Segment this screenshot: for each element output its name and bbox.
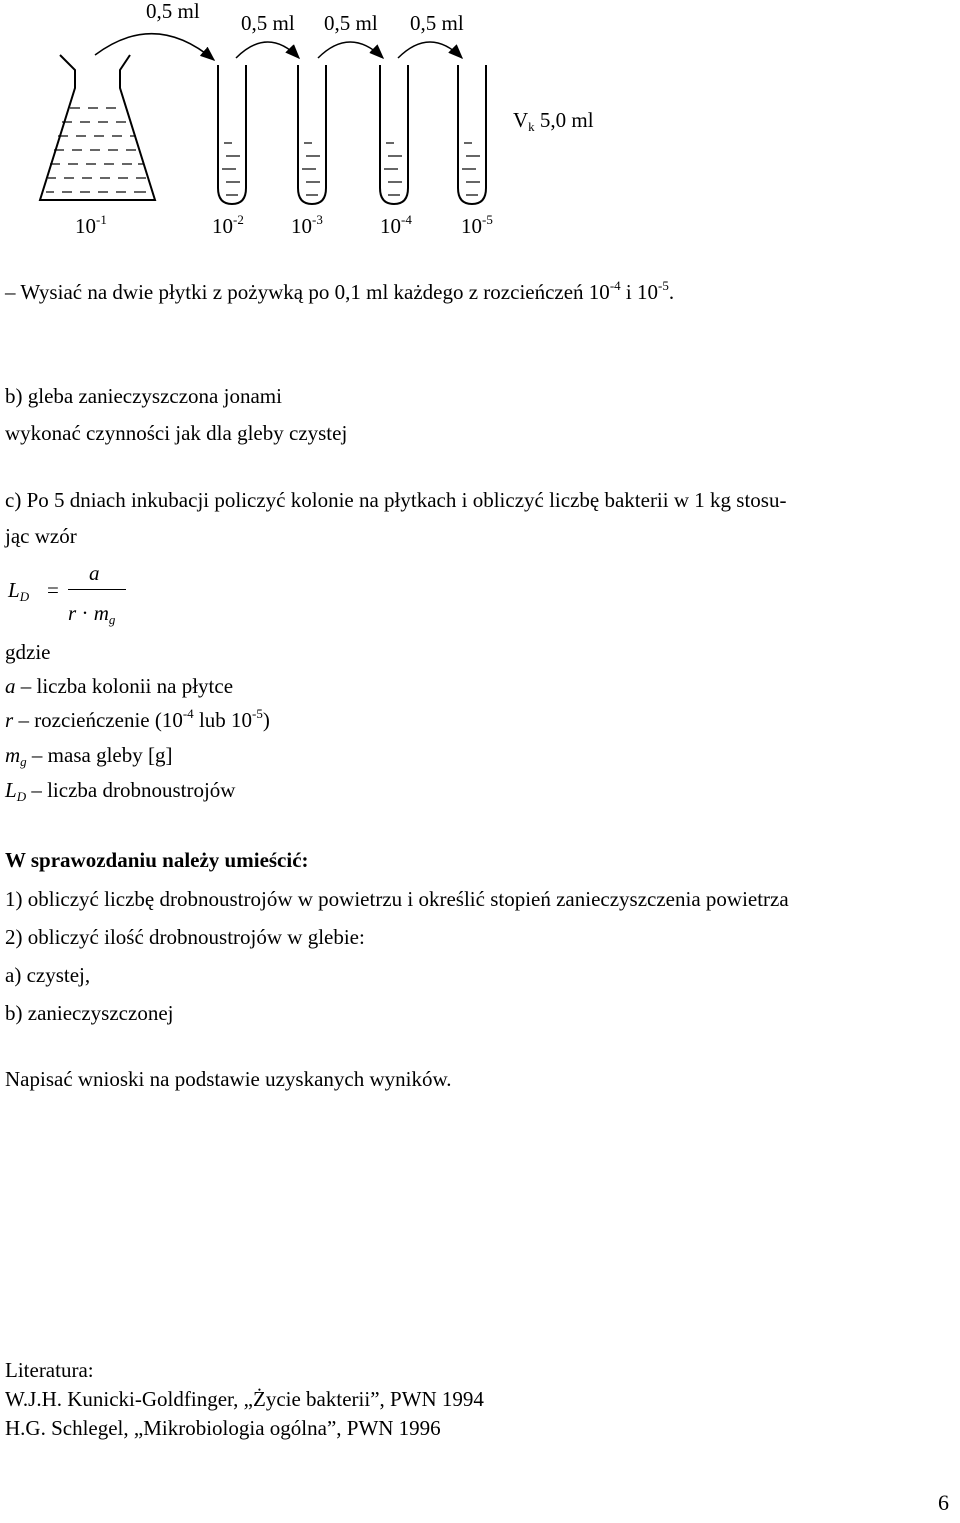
- test-tube-icon: [298, 65, 326, 204]
- section-c-line2: jąc wzór: [5, 524, 77, 548]
- test-tube-icon: [218, 65, 246, 204]
- formula-denominator: $r \cdot m_g$: [68, 601, 116, 627]
- test-tube-icon: [458, 65, 486, 204]
- sow-instruction: – Wysiać na dwie płytki z pożywką po 0,1 ml każdego z rozcieńczeń $10^{-4}$ i $10^{-5}$.: [5, 278, 675, 304]
- formula-numerator: a: [89, 561, 100, 585]
- report-item: 1) obliczyć liczbę drobnoustrojów w powietrzu i określić stopień zanieczyszczenia powietrza: [5, 887, 789, 911]
- formula-equals: =: [47, 578, 59, 602]
- legend-mg: $m_g$ – masa gleby [g]: [5, 743, 173, 769]
- test-tube-icon: [380, 65, 408, 204]
- formula-lhs: $L_D$: [8, 578, 30, 604]
- report-heading: W sprawozdaniu należy umieścić:: [5, 848, 309, 872]
- dilution-diagram: [0, 0, 960, 250]
- dilution-label: $10^{-5}$: [461, 212, 493, 238]
- fraction-bar: [68, 589, 126, 590]
- literature-ref: W.J.H. Kunicki-Goldfinger, „Życie bakterii”, PWN 1994: [5, 1387, 484, 1411]
- volume-label: $V_k$ 5,0 ml: [513, 108, 594, 134]
- legend-a: a – liczba kolonii na płytce: [5, 674, 234, 698]
- dilution-label: $10^{-3}$: [291, 212, 323, 238]
- section-c-line1: c) Po 5 dniach inkubacji policzyć kolonie na płytkach i obliczyć liczbę bakterii w 1 kg stosu-: [5, 488, 787, 512]
- legend-ld: $L_D$ – liczba drobnoustrojów: [5, 778, 236, 804]
- transfer-label: 0,5 ml: [324, 11, 378, 35]
- transfer-arrow: [398, 42, 462, 58]
- report-item: b) zanieczyszczonej: [5, 1001, 174, 1025]
- transfer-arrow: [236, 42, 299, 58]
- dilution-label: $10^{-4}$: [380, 212, 412, 238]
- section-b-line1: b) gleba zanieczyszczona jonami: [5, 384, 282, 408]
- transfer-label: 0,5 ml: [146, 0, 200, 23]
- report-item: 2) obliczyć ilość drobnoustrojów w glebie:: [5, 925, 365, 949]
- transfer-label: 0,5 ml: [241, 11, 295, 35]
- transfer-arrow: [95, 34, 214, 60]
- report-conclusion: Napisać wnioski na podstawie uzyskanych wyników.: [5, 1067, 452, 1091]
- section-b-line2: wykonać czynności jak dla gleby czystej: [5, 421, 348, 445]
- page-number: 6: [938, 1490, 949, 1515]
- dilution-label: $10^{-2}$: [212, 212, 244, 238]
- dilution-label: $10^{-1}$: [75, 212, 107, 238]
- legend-gdzie: gdzie: [5, 640, 51, 664]
- literature-heading: Literatura:: [5, 1358, 94, 1382]
- flask-icon: [40, 55, 155, 200]
- transfer-arrow: [318, 42, 383, 58]
- report-item: a) czystej,: [5, 963, 91, 987]
- transfer-label: 0,5 ml: [410, 11, 464, 35]
- legend-r: r – rozcieńczenie ($10^{-4}$ lub $10^{-5}$): [5, 706, 270, 732]
- literature-ref: H.G. Schlegel, „Mikrobiologia ogólna”, PWN 1996: [5, 1416, 441, 1440]
